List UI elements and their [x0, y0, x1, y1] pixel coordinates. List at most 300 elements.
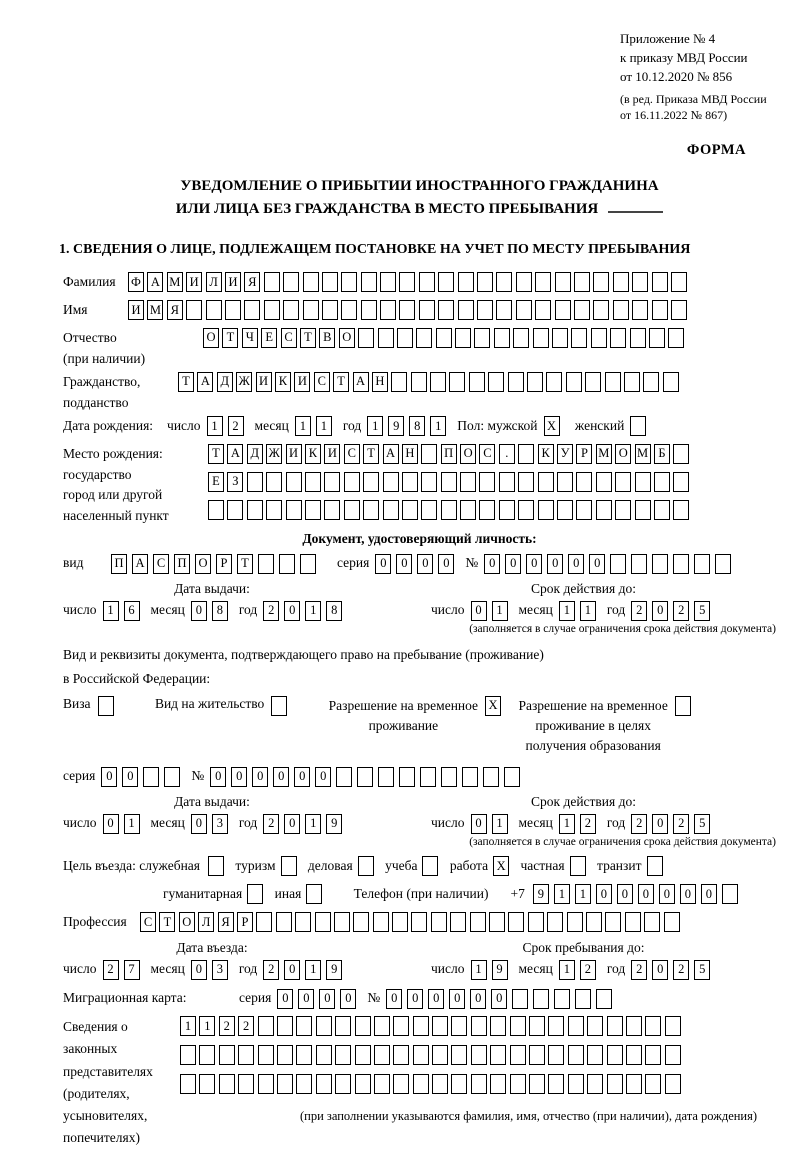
char-cell[interactable]: 2 [631, 814, 647, 834]
char-cell[interactable] [624, 372, 640, 392]
sex-female-checkbox[interactable] [630, 416, 649, 436]
char-cell[interactable]: 0 [294, 767, 310, 787]
char-cell[interactable] [477, 300, 493, 320]
char-cell[interactable] [421, 444, 437, 464]
char-cell[interactable] [471, 1045, 487, 1065]
char-cell[interactable] [247, 472, 263, 492]
birth-place-boxes-row3[interactable] [208, 500, 693, 520]
char-cell[interactable]: 0 [101, 767, 117, 787]
char-cell[interactable]: П [174, 554, 190, 574]
char-cell[interactable] [411, 912, 427, 932]
char-cell[interactable] [451, 1074, 467, 1094]
char-cell[interactable] [587, 1045, 603, 1065]
char-cell[interactable]: 5 [694, 814, 710, 834]
birth-year-boxes[interactable] [367, 416, 451, 436]
char-cell[interactable]: Б [654, 444, 670, 464]
char-cell[interactable] [586, 912, 602, 932]
char-cell[interactable] [303, 300, 319, 320]
purpose-work-checkbox[interactable] [493, 856, 512, 876]
birth-place-boxes-row2[interactable] [208, 472, 693, 492]
doc-kind-boxes[interactable] [111, 554, 321, 574]
char-cell[interactable]: В [319, 328, 335, 348]
char-cell[interactable]: 0 [484, 554, 500, 574]
char-cell[interactable] [518, 500, 534, 520]
char-cell[interactable] [392, 912, 408, 932]
char-cell[interactable] [421, 500, 437, 520]
char-cell[interactable]: 0 [589, 554, 605, 574]
char-cell[interactable] [355, 1016, 371, 1036]
char-cell[interactable]: 1 [199, 1016, 215, 1036]
char-cell[interactable] [483, 767, 499, 787]
char-cell[interactable]: И [225, 272, 241, 292]
char-cell[interactable] [441, 472, 457, 492]
char-cell[interactable] [383, 472, 399, 492]
char-cell[interactable] [547, 912, 563, 932]
char-cell[interactable] [548, 1074, 564, 1094]
char-cell[interactable] [277, 1074, 293, 1094]
migration-number-boxes[interactable] [386, 989, 617, 1009]
char-cell[interactable] [271, 696, 287, 716]
char-cell[interactable] [652, 272, 668, 292]
char-cell[interactable] [591, 328, 607, 348]
char-cell[interactable] [512, 989, 528, 1009]
char-cell[interactable]: 1 [207, 416, 223, 436]
char-cell[interactable]: 9 [533, 884, 549, 904]
char-cell[interactable] [199, 1045, 215, 1065]
char-cell[interactable]: 1 [103, 601, 119, 621]
char-cell[interactable]: 1 [367, 416, 383, 436]
char-cell[interactable]: 1 [580, 601, 596, 621]
char-cell[interactable]: 0 [319, 989, 335, 1009]
char-cell[interactable] [358, 856, 374, 876]
char-cell[interactable] [305, 500, 321, 520]
char-cell[interactable]: 2 [238, 1016, 254, 1036]
issue-day-boxes[interactable] [103, 601, 145, 621]
char-cell[interactable]: 9 [492, 960, 508, 980]
char-cell[interactable] [596, 472, 612, 492]
char-cell[interactable]: А [147, 272, 163, 292]
char-cell[interactable] [652, 554, 668, 574]
char-cell[interactable]: И [186, 272, 202, 292]
char-cell[interactable] [258, 1045, 274, 1065]
char-cell[interactable] [393, 1045, 409, 1065]
char-cell[interactable]: 0 [252, 767, 268, 787]
purpose-tourism-checkbox[interactable] [281, 856, 300, 876]
surname-boxes[interactable] [128, 272, 690, 292]
doc-number-boxes[interactable] [484, 554, 736, 574]
char-cell[interactable] [391, 372, 407, 392]
char-cell[interactable] [596, 500, 612, 520]
char-cell[interactable]: Д [247, 444, 263, 464]
char-cell[interactable]: 8 [212, 601, 228, 621]
char-cell[interactable]: 9 [326, 960, 342, 980]
char-cell[interactable] [668, 328, 684, 348]
char-cell[interactable]: Т [208, 444, 224, 464]
char-cell[interactable] [238, 1074, 254, 1094]
char-cell[interactable]: 9 [326, 814, 342, 834]
valid-day-boxes[interactable] [471, 601, 513, 621]
char-cell[interactable] [438, 300, 454, 320]
char-cell[interactable] [631, 554, 647, 574]
char-cell[interactable] [324, 472, 340, 492]
char-cell[interactable] [143, 767, 159, 787]
char-cell[interactable] [296, 1074, 312, 1094]
char-cell[interactable]: И [128, 300, 144, 320]
char-cell[interactable]: 1 [305, 814, 321, 834]
char-cell[interactable] [393, 1074, 409, 1094]
char-cell[interactable] [587, 1074, 603, 1094]
char-cell[interactable]: 0 [652, 814, 668, 834]
issue-month-boxes[interactable] [191, 601, 233, 621]
char-cell[interactable] [208, 856, 224, 876]
char-cell[interactable] [613, 272, 629, 292]
char-cell[interactable]: X [544, 416, 560, 436]
char-cell[interactable] [635, 500, 651, 520]
char-cell[interactable]: М [167, 272, 183, 292]
char-cell[interactable]: 0 [231, 767, 247, 787]
char-cell[interactable]: 0 [505, 554, 521, 574]
char-cell[interactable]: 6 [124, 601, 140, 621]
char-cell[interactable]: 1 [554, 884, 570, 904]
char-cell[interactable] [256, 912, 272, 932]
char-cell[interactable] [626, 1074, 642, 1094]
char-cell[interactable]: 0 [491, 989, 507, 1009]
char-cell[interactable] [722, 884, 738, 904]
residence-issue-month-boxes[interactable] [191, 814, 233, 834]
char-cell[interactable]: 0 [638, 884, 654, 904]
char-cell[interactable]: С [479, 444, 495, 464]
char-cell[interactable] [378, 767, 394, 787]
residence-valid-year-boxes[interactable] [631, 814, 715, 834]
char-cell[interactable] [180, 1074, 196, 1094]
char-cell[interactable]: 1 [430, 416, 446, 436]
char-cell[interactable] [645, 1045, 661, 1065]
char-cell[interactable] [528, 912, 544, 932]
char-cell[interactable] [664, 912, 680, 932]
char-cell[interactable] [605, 372, 621, 392]
char-cell[interactable] [555, 300, 571, 320]
sex-male-checkbox[interactable] [544, 416, 563, 436]
char-cell[interactable] [219, 1045, 235, 1065]
char-cell[interactable] [279, 554, 295, 574]
char-cell[interactable] [510, 1045, 526, 1065]
char-cell[interactable] [518, 472, 534, 492]
char-cell[interactable]: 0 [449, 989, 465, 1009]
char-cell[interactable]: О [179, 912, 195, 932]
char-cell[interactable] [322, 300, 338, 320]
temp-residence-education-checkbox[interactable] [675, 696, 694, 716]
char-cell[interactable] [430, 372, 446, 392]
char-cell[interactable]: 0 [680, 884, 696, 904]
char-cell[interactable] [555, 272, 571, 292]
char-cell[interactable] [316, 1045, 332, 1065]
purpose-humanitarian-checkbox[interactable] [247, 884, 266, 904]
char-cell[interactable] [374, 1074, 390, 1094]
char-cell[interactable] [460, 500, 476, 520]
residence-valid-month-boxes[interactable] [559, 814, 601, 834]
char-cell[interactable] [548, 1045, 564, 1065]
char-cell[interactable] [494, 328, 510, 348]
char-cell[interactable]: 0 [386, 989, 402, 1009]
char-cell[interactable] [613, 300, 629, 320]
char-cell[interactable] [315, 912, 331, 932]
char-cell[interactable] [504, 767, 520, 787]
char-cell[interactable] [411, 372, 427, 392]
valid-month-boxes[interactable] [559, 601, 601, 621]
char-cell[interactable] [470, 912, 486, 932]
birth-day-boxes[interactable] [207, 416, 249, 436]
char-cell[interactable]: И [286, 444, 302, 464]
char-cell[interactable]: Т [237, 554, 253, 574]
char-cell[interactable] [458, 300, 474, 320]
char-cell[interactable] [335, 1016, 351, 1036]
char-cell[interactable]: 1 [575, 884, 591, 904]
char-cell[interactable]: 2 [631, 960, 647, 980]
char-cell[interactable]: С [140, 912, 156, 932]
char-cell[interactable] [654, 472, 670, 492]
char-cell[interactable] [654, 500, 670, 520]
char-cell[interactable] [671, 272, 687, 292]
char-cell[interactable] [206, 300, 222, 320]
char-cell[interactable] [402, 500, 418, 520]
char-cell[interactable]: 2 [580, 960, 596, 980]
char-cell[interactable] [499, 472, 515, 492]
char-cell[interactable] [413, 1016, 429, 1036]
char-cell[interactable]: 2 [673, 601, 689, 621]
char-cell[interactable]: Р [237, 912, 253, 932]
stay-month-boxes[interactable] [559, 960, 601, 980]
char-cell[interactable] [306, 884, 322, 904]
char-cell[interactable]: Р [576, 444, 592, 464]
char-cell[interactable]: Ч [242, 328, 258, 348]
char-cell[interactable]: Д [217, 372, 233, 392]
char-cell[interactable]: 0 [277, 989, 293, 1009]
char-cell[interactable]: 0 [568, 554, 584, 574]
char-cell[interactable] [258, 554, 274, 574]
char-cell[interactable] [508, 372, 524, 392]
char-cell[interactable] [380, 272, 396, 292]
char-cell[interactable] [316, 1016, 332, 1036]
char-cell[interactable] [645, 1016, 661, 1036]
char-cell[interactable]: 1 [559, 960, 575, 980]
char-cell[interactable] [647, 856, 663, 876]
purpose-business-checkbox[interactable] [358, 856, 377, 876]
char-cell[interactable] [227, 500, 243, 520]
representatives-boxes-row2[interactable] [180, 1045, 757, 1065]
char-cell[interactable] [568, 1016, 584, 1036]
char-cell[interactable] [576, 500, 592, 520]
char-cell[interactable] [673, 500, 689, 520]
residence-issue-year-boxes[interactable] [263, 814, 347, 834]
char-cell[interactable] [344, 472, 360, 492]
char-cell[interactable]: Т [178, 372, 194, 392]
char-cell[interactable] [516, 300, 532, 320]
char-cell[interactable]: И [256, 372, 272, 392]
char-cell[interactable]: С [153, 554, 169, 574]
char-cell[interactable]: 0 [652, 960, 668, 980]
char-cell[interactable] [479, 472, 495, 492]
char-cell[interactable] [322, 272, 338, 292]
char-cell[interactable]: 0 [617, 884, 633, 904]
char-cell[interactable] [496, 300, 512, 320]
representatives-boxes-row3[interactable] [180, 1074, 757, 1094]
char-cell[interactable] [643, 372, 659, 392]
char-cell[interactable]: 0 [298, 989, 314, 1009]
char-cell[interactable] [247, 884, 263, 904]
char-cell[interactable]: М [635, 444, 651, 464]
char-cell[interactable] [671, 300, 687, 320]
char-cell[interactable]: 7 [124, 960, 140, 980]
char-cell[interactable] [316, 1074, 332, 1094]
char-cell[interactable] [283, 300, 299, 320]
char-cell[interactable] [266, 500, 282, 520]
char-cell[interactable] [422, 856, 438, 876]
char-cell[interactable]: 0 [122, 767, 138, 787]
char-cell[interactable] [533, 328, 549, 348]
char-cell[interactable] [593, 300, 609, 320]
char-cell[interactable]: 1 [559, 601, 575, 621]
char-cell[interactable] [665, 1016, 681, 1036]
char-cell[interactable]: А [383, 444, 399, 464]
char-cell[interactable] [626, 1016, 642, 1036]
char-cell[interactable] [574, 300, 590, 320]
char-cell[interactable] [471, 1016, 487, 1036]
char-cell[interactable]: 5 [694, 601, 710, 621]
char-cell[interactable]: О [195, 554, 211, 574]
char-cell[interactable]: М [147, 300, 163, 320]
char-cell[interactable] [626, 1045, 642, 1065]
char-cell[interactable]: 1 [295, 416, 311, 436]
char-cell[interactable] [529, 1074, 545, 1094]
char-cell[interactable] [490, 1045, 506, 1065]
char-cell[interactable] [527, 372, 543, 392]
char-cell[interactable] [305, 472, 321, 492]
char-cell[interactable] [353, 912, 369, 932]
char-cell[interactable] [355, 1074, 371, 1094]
char-cell[interactable] [258, 1074, 274, 1094]
char-cell[interactable] [264, 272, 280, 292]
stay-year-boxes[interactable] [631, 960, 715, 980]
char-cell[interactable]: Т [159, 912, 175, 932]
char-cell[interactable] [675, 696, 691, 716]
valid-year-boxes[interactable] [631, 601, 715, 621]
char-cell[interactable]: А [353, 372, 369, 392]
char-cell[interactable] [538, 500, 554, 520]
char-cell[interactable] [649, 328, 665, 348]
char-cell[interactable] [238, 1045, 254, 1065]
char-cell[interactable] [529, 1045, 545, 1065]
patronymic-boxes[interactable] [203, 328, 688, 348]
char-cell[interactable] [164, 767, 180, 787]
char-cell[interactable]: З [227, 472, 243, 492]
char-cell[interactable] [571, 328, 587, 348]
char-cell[interactable]: Я [167, 300, 183, 320]
stay-day-boxes[interactable] [471, 960, 513, 980]
char-cell[interactable] [208, 500, 224, 520]
birth-place-boxes-row1[interactable] [208, 444, 693, 464]
char-cell[interactable]: 0 [428, 989, 444, 1009]
char-cell[interactable] [510, 1074, 526, 1094]
purpose-transit-checkbox[interactable] [647, 856, 666, 876]
char-cell[interactable] [380, 300, 396, 320]
char-cell[interactable] [574, 272, 590, 292]
char-cell[interactable] [419, 300, 435, 320]
char-cell[interactable]: 0 [284, 814, 300, 834]
char-cell[interactable]: А [197, 372, 213, 392]
char-cell[interactable]: 1 [124, 814, 140, 834]
char-cell[interactable] [432, 1045, 448, 1065]
char-cell[interactable] [335, 1045, 351, 1065]
char-cell[interactable]: 0 [210, 767, 226, 787]
char-cell[interactable]: 1 [316, 416, 332, 436]
profession-boxes[interactable] [140, 912, 683, 932]
char-cell[interactable] [607, 1074, 623, 1094]
char-cell[interactable] [516, 272, 532, 292]
char-cell[interactable] [596, 989, 612, 1009]
char-cell[interactable]: Т [222, 328, 238, 348]
char-cell[interactable] [585, 372, 601, 392]
char-cell[interactable]: Л [198, 912, 214, 932]
char-cell[interactable] [548, 1016, 564, 1036]
char-cell[interactable]: Н [402, 444, 418, 464]
char-cell[interactable] [529, 1016, 545, 1036]
char-cell[interactable]: И [324, 444, 340, 464]
temp-residence-checkbox[interactable] [485, 696, 504, 716]
char-cell[interactable] [665, 1074, 681, 1094]
char-cell[interactable] [266, 472, 282, 492]
char-cell[interactable] [518, 444, 534, 464]
char-cell[interactable]: О [615, 444, 631, 464]
char-cell[interactable] [635, 472, 651, 492]
char-cell[interactable] [533, 989, 549, 1009]
char-cell[interactable]: Я [218, 912, 234, 932]
char-cell[interactable]: О [203, 328, 219, 348]
char-cell[interactable]: У [557, 444, 573, 464]
char-cell[interactable] [538, 472, 554, 492]
char-cell[interactable] [286, 500, 302, 520]
char-cell[interactable]: Р [216, 554, 232, 574]
char-cell[interactable]: П [441, 444, 457, 464]
char-cell[interactable] [413, 1045, 429, 1065]
char-cell[interactable] [303, 272, 319, 292]
char-cell[interactable]: 0 [407, 989, 423, 1009]
char-cell[interactable] [225, 300, 241, 320]
char-cell[interactable] [361, 272, 377, 292]
char-cell[interactable] [416, 328, 432, 348]
char-cell[interactable]: 0 [284, 601, 300, 621]
residence-issue-day-boxes[interactable] [103, 814, 145, 834]
char-cell[interactable] [568, 1074, 584, 1094]
char-cell[interactable] [630, 328, 646, 348]
char-cell[interactable] [341, 300, 357, 320]
char-cell[interactable] [474, 328, 490, 348]
char-cell[interactable]: 2 [673, 814, 689, 834]
char-cell[interactable] [247, 500, 263, 520]
char-cell[interactable] [546, 372, 562, 392]
representatives-boxes-row1[interactable] [180, 1016, 757, 1036]
char-cell[interactable]: 0 [526, 554, 542, 574]
char-cell[interactable]: 0 [284, 960, 300, 980]
char-cell[interactable] [477, 272, 493, 292]
char-cell[interactable]: 1 [559, 814, 575, 834]
char-cell[interactable] [673, 554, 689, 574]
char-cell[interactable]: 0 [659, 884, 675, 904]
firstname-boxes[interactable] [128, 300, 690, 320]
char-cell[interactable]: Я [244, 272, 260, 292]
char-cell[interactable] [432, 1016, 448, 1036]
char-cell[interactable] [441, 500, 457, 520]
char-cell[interactable] [607, 1016, 623, 1036]
